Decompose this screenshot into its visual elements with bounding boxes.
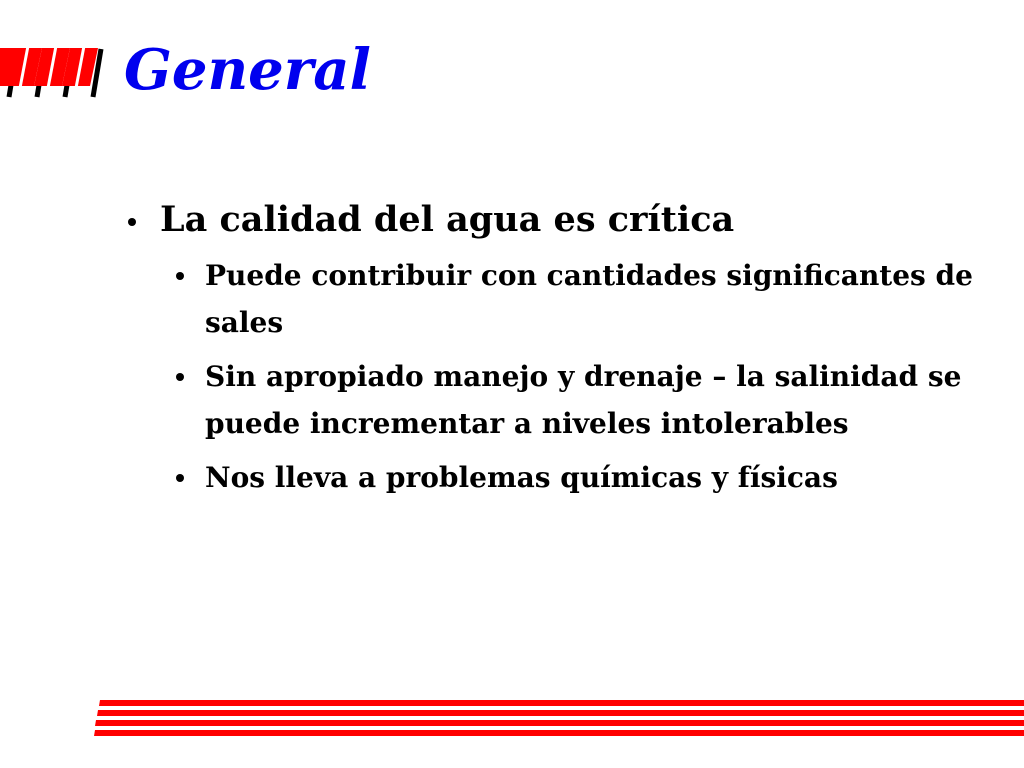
- bullet-list: [120, 192, 1000, 508]
- sub-bullet: [120, 353, 975, 447]
- bullet-dot-icon: [176, 373, 184, 381]
- sub-bullet-text: Nos lleva a problemas químicas y físicas: [205, 461, 838, 494]
- bullet-dot-icon: [176, 474, 184, 482]
- bullet-main: [120, 192, 1000, 248]
- bullet-dot-icon: [128, 218, 136, 226]
- slide-title: General: [124, 37, 371, 103]
- sub-bullet-text: Puede contribuir con cantidades significantes de sales: [205, 259, 973, 339]
- sub-bullet-list: [120, 252, 1000, 501]
- sub-bullet: [120, 454, 975, 501]
- bullet-dot-icon: [176, 272, 184, 280]
- bullet-main-text: La calidad del agua es crítica: [160, 199, 735, 240]
- logo-bars-icon: [0, 40, 110, 100]
- sub-bullet-text: Sin apropiado manejo y drenaje – la salinidad se puede incrementar a niveles intolerables: [205, 360, 962, 440]
- footer-stripes: [94, 698, 1024, 738]
- sub-bullet: [120, 252, 975, 346]
